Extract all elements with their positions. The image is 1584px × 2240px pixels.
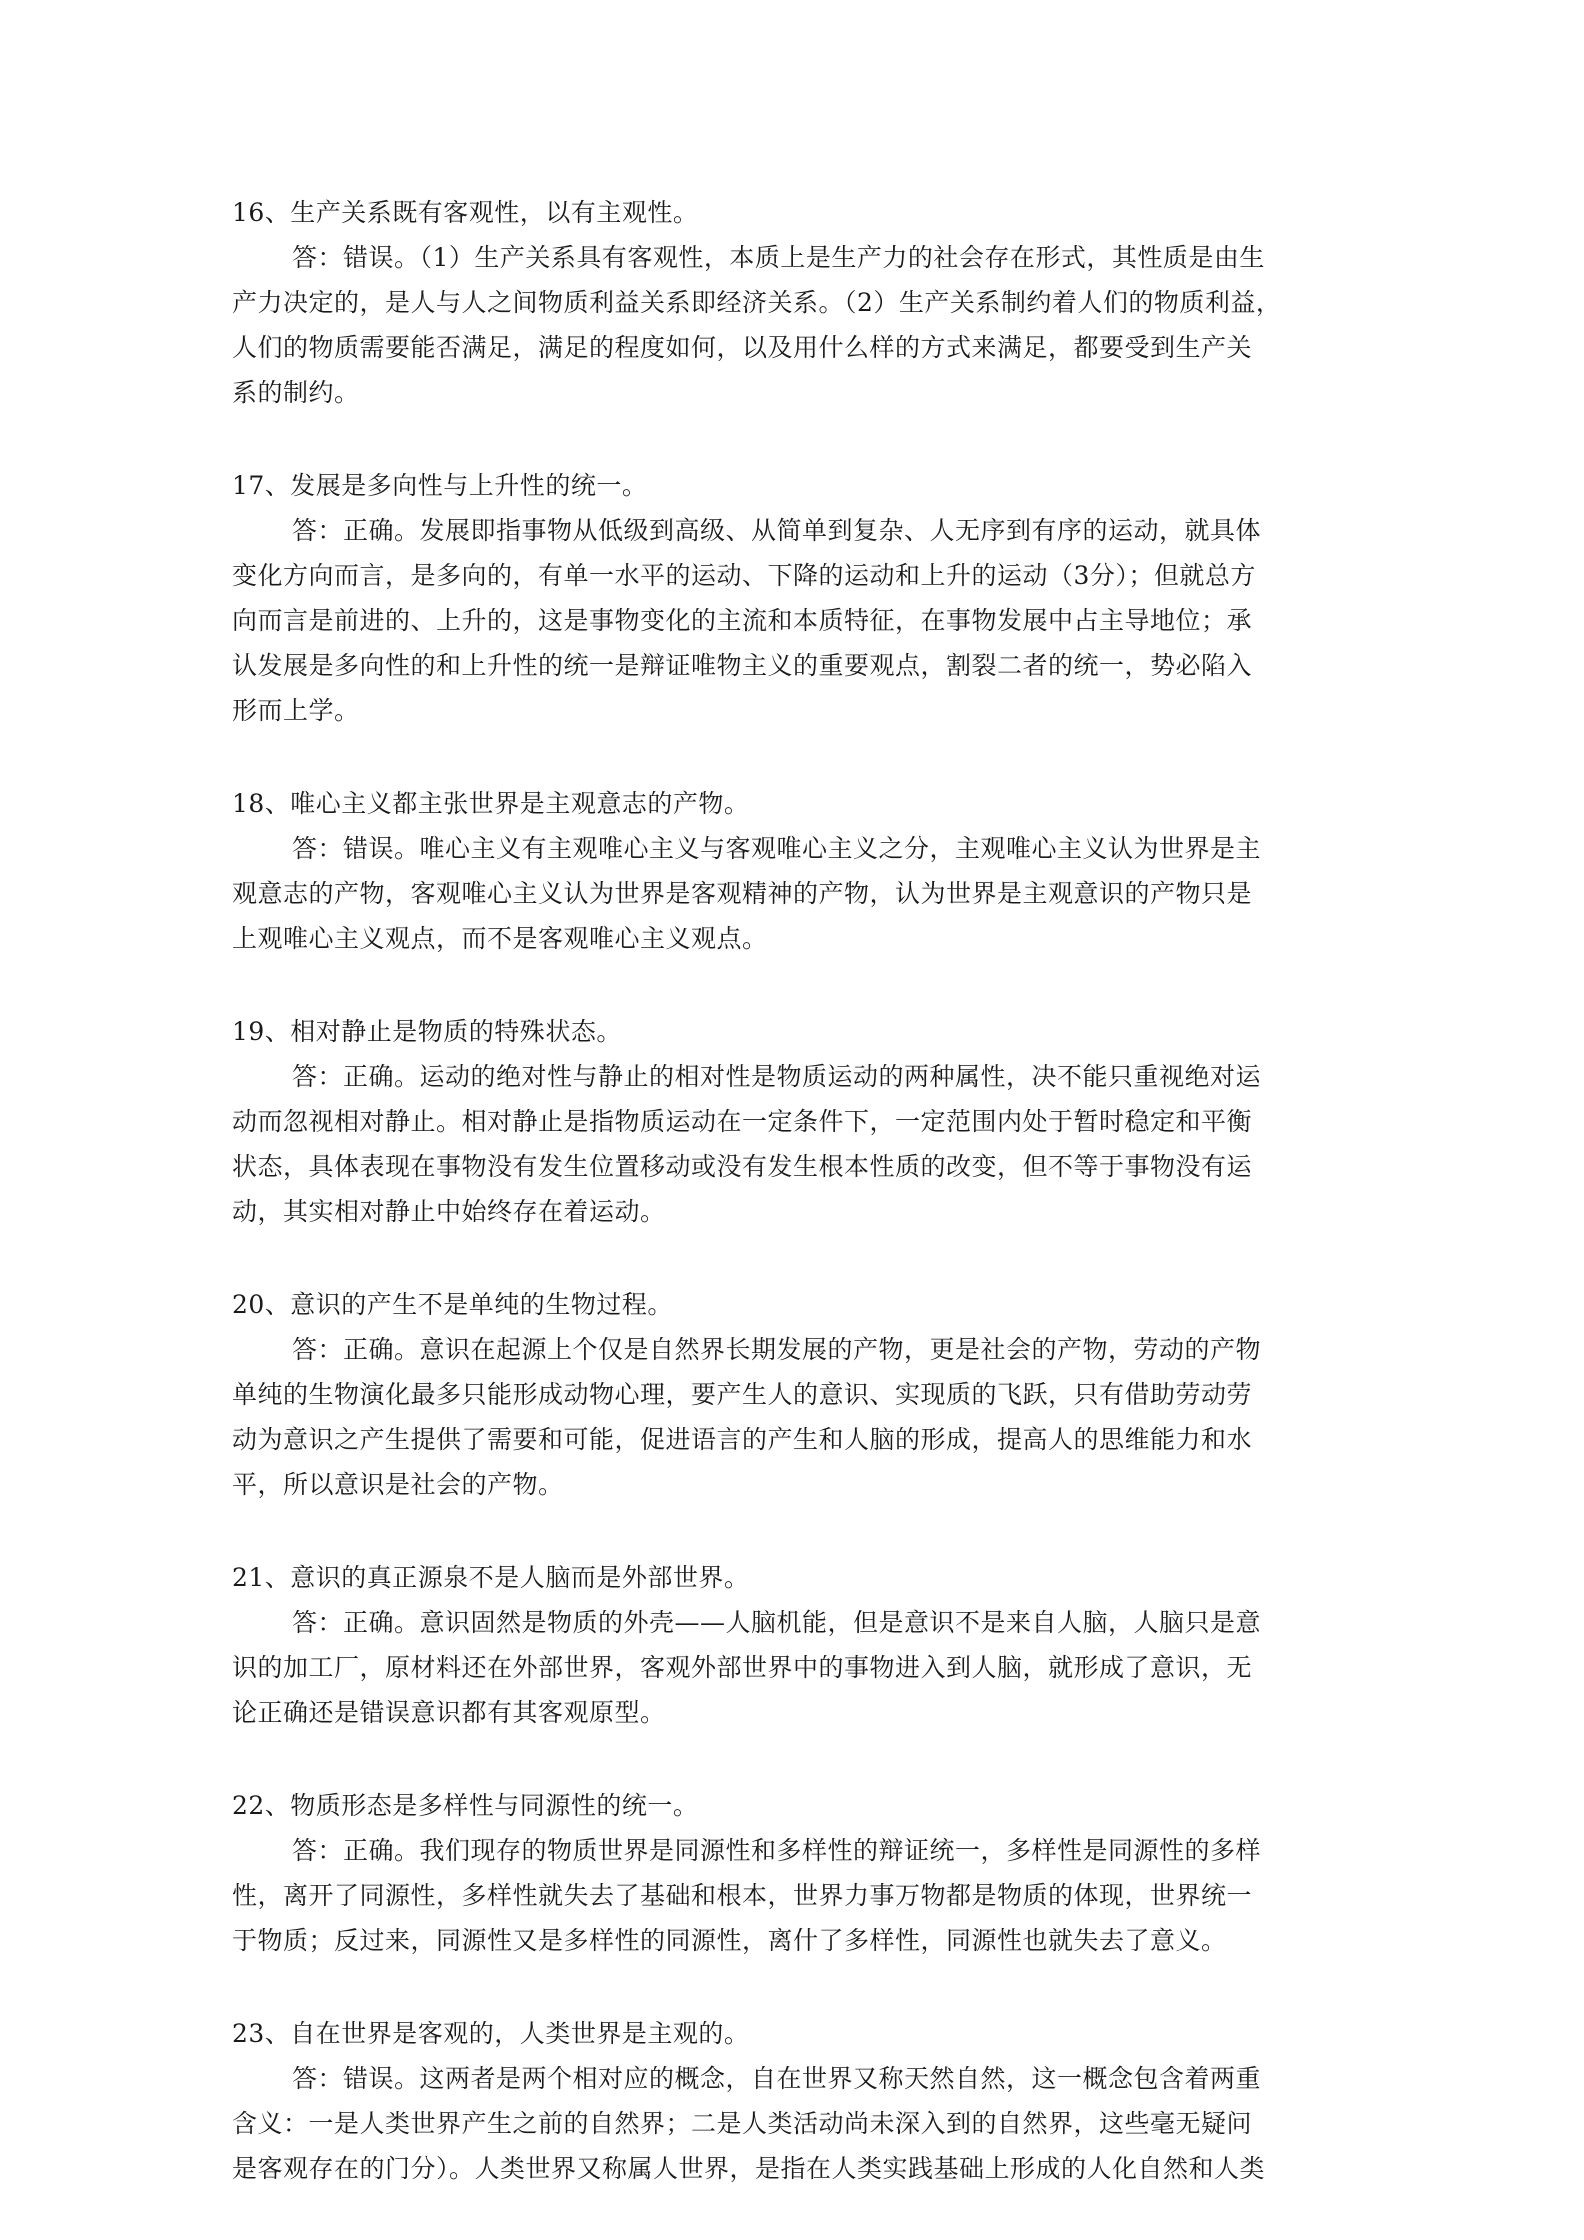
answer-line: 向而言是前进的、上升的，这是事物变化的主流和本质特征，在事物发展中占主导地位；承	[232, 606, 1253, 635]
question-text: 22、物质形态是多样性与同源性的统一。	[232, 1791, 699, 1820]
question-text: 21、意识的真正源泉不是人脑而是外部世界。	[232, 1563, 750, 1592]
answer-line: 于物质；反过来，同源性又是多样性的同源性，离什了多样性，同源性也就失去了意义。	[232, 1926, 1227, 1955]
answer-line: 答：正确。发展即指事物从低级到高级、从简单到复杂、人无序到有序的运动，就具体	[292, 516, 1262, 545]
answer-line: 答：错误。（1）生产关系具有客观性，本质上是生产力的社会存在形式，其性质是由生	[292, 243, 1265, 272]
answer-line: 系的制约。	[232, 378, 360, 407]
question-text: 19、相对静止是物质的特殊状态。	[232, 1017, 622, 1046]
answer-line: 答：正确。我们现存的物质世界是同源性和多样性的辩证统一，多样性是同源性的多样	[292, 1836, 1262, 1865]
answer-line: 观意志的产物，客观唯心主义认为世界是客观精神的产物，认为世界是主观意识的产物只是	[232, 879, 1253, 908]
qa-item	[232, 781, 1362, 961]
answer-line: 动为意识之产生提供了需要和可能，促进语言的产生和人脑的形成，提高人的思维能力和水	[232, 1425, 1253, 1454]
answer-line: 状态，具体表现在事物没有发生位置移动或没有发生根本性质的改变，但不等于事物没有运	[232, 1152, 1253, 1181]
answer-line: 人们的物质需要能否满足，满足的程度如何，以及用什么样的方式来满足，都要受到生产关	[232, 333, 1253, 362]
answer-line: 答：正确。意识在起源上个仅是自然界长期发展的产物，更是社会的产物，劳动的产物	[292, 1335, 1262, 1364]
answer-line: 单纯的生物演化最多只能形成动物心理，要产生人的意识、实现质的飞跃，只有借助劳动劳	[232, 1380, 1253, 1409]
answer-line: 论正确还是错误意识都有其客观原型。	[232, 1698, 666, 1727]
qa-item	[232, 1783, 1362, 1963]
answer-line: 平，所以意识是社会的产物。	[232, 1470, 564, 1499]
answer-line: 上观唯心主义观点，而不是客观唯心主义观点。	[232, 924, 768, 953]
answer-line: 识的加工厂，原材料还在外部世界，客观外部世界中的事物进入到人脑，就形成了意识，无	[232, 1653, 1253, 1682]
answer-line: 含义：一是人类世界产生之前的自然界；二是人类活动尚未深入到的自然界，这些毫无疑问	[232, 2109, 1253, 2138]
answer-line: 产力决定的，是人与人之间物质利益关系即经济关系。（2）生产关系制约着人们的物质利益，	[232, 288, 1282, 317]
answer-line: 答：正确。意识固然是物质的外壳——人脑机能，但是意识不是来自人脑，人脑只是意	[292, 1608, 1262, 1637]
qa-item	[232, 1009, 1362, 1234]
answer-line: 答：正确。运动的绝对性与静止的相对性是物质运动的两种属性，决不能只重视绝对运	[292, 1062, 1262, 1091]
question-text: 20、意识的产生不是单纯的生物过程。	[232, 1290, 673, 1319]
question-text: 17、发展是多向性与上升性的统一。	[232, 471, 648, 500]
qa-item	[232, 1282, 1362, 1507]
answer-line: 变化方向而言，是多向的，有单一水平的运动、下降的运动和上升的运动（3分）；但就总方	[232, 561, 1256, 590]
answer-line: 形而上学。	[232, 696, 360, 725]
answer-line: 是客观存在的门分）。人类世界又称属人世界，是指在人类实践基础上形成的人化自然和人类	[232, 2154, 1266, 2183]
qa-item	[232, 463, 1362, 733]
answer-line: 答：错误。唯心主义有主观唯心主义与客观唯心主义之分，主观唯心主义认为世界是主	[292, 834, 1262, 863]
answer-line: 动，其实相对静止中始终存在着运动。	[232, 1197, 666, 1226]
answer-line: 认发展是多向性的和上升性的统一是辩证唯物主义的重要观点，割裂二者的统一，势必陷入	[232, 651, 1253, 680]
question-text: 23、自在世界是客观的，人类世界是主观的。	[232, 2019, 750, 2048]
answer-line: 性，离开了同源性，多样性就失去了基础和根本，世界力事万物都是物质的体现，世界统一	[232, 1881, 1253, 1910]
qa-item	[232, 1555, 1362, 1735]
qa-item	[232, 2011, 1362, 2191]
qa-item	[232, 190, 1362, 415]
answer-line: 答：错误。这两者是两个相对应的概念，自在世界又称天然自然，这一概念包含着两重	[292, 2064, 1262, 2093]
answer-line: 动而忽视相对静止。相对静止是指物质运动在一定条件下，一定范围内处于暂时稳定和平衡	[232, 1107, 1253, 1136]
question-text: 18、唯心主义都主张世界是主观意志的产物。	[232, 789, 750, 818]
question-text: 16、生产关系既有客观性，以有主观性。	[232, 198, 699, 227]
document-page	[232, 190, 1362, 2239]
